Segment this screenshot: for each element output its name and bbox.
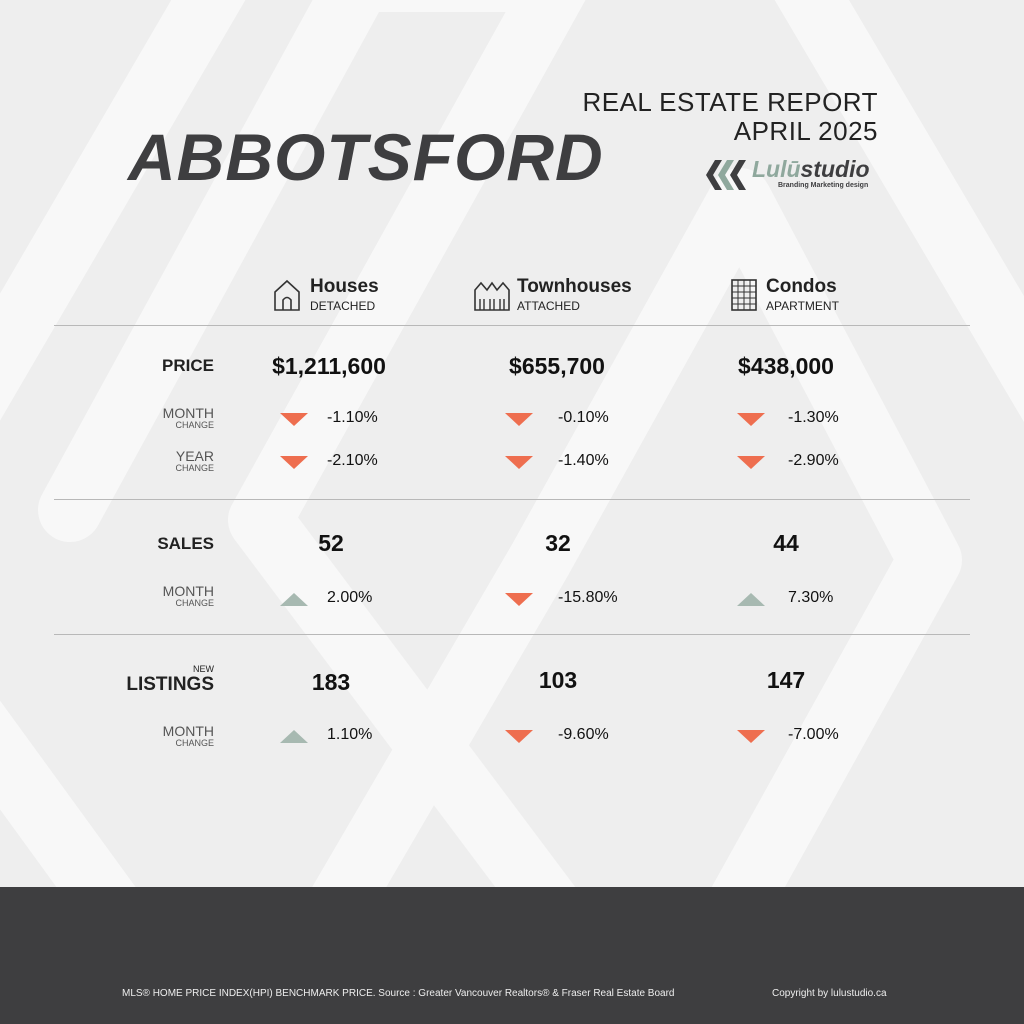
divider [54, 499, 970, 500]
change-percent: -15.80% [558, 589, 618, 606]
column-title: Condos [766, 276, 837, 297]
change-label: CHANGE [175, 598, 214, 608]
logo-tagline: Branding Marketing design [778, 182, 869, 189]
new-label: NEW [193, 664, 214, 674]
arrow-down-icon [737, 411, 765, 427]
logo-mark-icon [706, 158, 748, 192]
sales-value-condos: 44 [773, 530, 799, 556]
arrow-down-icon [737, 454, 765, 470]
arrow-down-icon [737, 728, 765, 744]
change-label: CHANGE [175, 738, 214, 748]
column-title: Townhouses [517, 276, 632, 297]
city-title: ABBOTSFORD [128, 120, 604, 194]
arrow-down-icon [505, 728, 533, 744]
change-percent: -1.10% [327, 409, 378, 426]
arrow-down-icon [505, 411, 533, 427]
source-note: MLS® HOME PRICE INDEX(HPI) BENCHMARK PRICE. Source : Greater Vancouver Realtors® & Fraser Real Estate Board [122, 988, 675, 999]
listings-value-houses: 183 [311, 669, 351, 695]
arrow-down-icon [280, 411, 308, 427]
column-subtitle: DETACHED [310, 299, 376, 313]
change-percent: -2.90% [788, 452, 839, 469]
report-title [582, 88, 878, 146]
change-percent: -9.60% [558, 726, 609, 743]
arrow-up-icon [280, 591, 308, 607]
price-value-townhouses: $655,700 [509, 353, 605, 379]
change-percent: 1.10% [327, 726, 373, 743]
arrow-up-icon [737, 591, 765, 607]
column-title: Houses [310, 276, 379, 297]
month-change-label [163, 406, 214, 430]
logo-word-lulu: Lulū [752, 156, 801, 182]
footer-band [0, 887, 1024, 1024]
month-label: MONTH [162, 583, 214, 599]
month-change-label [163, 584, 214, 608]
arrow-down-icon [505, 591, 533, 607]
arrow-down-icon [280, 454, 308, 470]
change-percent: -1.30% [788, 409, 839, 426]
divider [54, 325, 970, 326]
column-subtitle: ATTACHED [517, 299, 580, 313]
sales-value-houses: 52 [318, 530, 344, 556]
change-percent: 7.30% [788, 589, 834, 606]
listings-label-text: LISTINGS [126, 674, 214, 695]
logo-word-studio: studio [800, 156, 870, 182]
report-title-line1: REAL ESTATE REPORT [582, 87, 878, 117]
price-label: PRICE [162, 356, 214, 375]
change-label: CHANGE [175, 463, 214, 473]
condo-building-icon [730, 278, 758, 312]
change-percent: -2.10% [327, 452, 378, 469]
change-percent: -1.40% [558, 452, 609, 469]
listings-value-townhouses: 103 [538, 667, 578, 693]
year-label: YEAR [175, 448, 214, 464]
arrow-down-icon [505, 454, 533, 470]
report-date: APRIL 2025 [733, 116, 878, 146]
change-label: CHANGE [175, 420, 214, 430]
divider [54, 634, 970, 635]
sales-value-townhouses: 32 [545, 530, 571, 556]
price-value-houses: $1,211,600 [272, 353, 386, 379]
month-label: MONTH [162, 723, 214, 739]
column-subtitle: APARTMENT [766, 299, 839, 313]
change-percent: 2.00% [327, 589, 373, 606]
change-percent: -0.10% [558, 409, 609, 426]
house-icon [273, 278, 301, 312]
listings-label [126, 664, 214, 695]
arrow-up-icon [280, 728, 308, 744]
month-change-label [163, 724, 214, 748]
brand-logo [706, 158, 886, 194]
listings-value-condos: 147 [766, 667, 806, 693]
change-percent: -7.00% [788, 726, 839, 743]
year-change-label [175, 449, 214, 473]
copyright: Copyright by lulustudio.ca [772, 988, 887, 999]
logo-wordmark [752, 158, 870, 181]
price-value-condos: $438,000 [738, 353, 834, 379]
month-label: MONTH [162, 405, 214, 421]
sales-label: SALES [157, 534, 214, 553]
townhouse-icon [473, 278, 511, 312]
